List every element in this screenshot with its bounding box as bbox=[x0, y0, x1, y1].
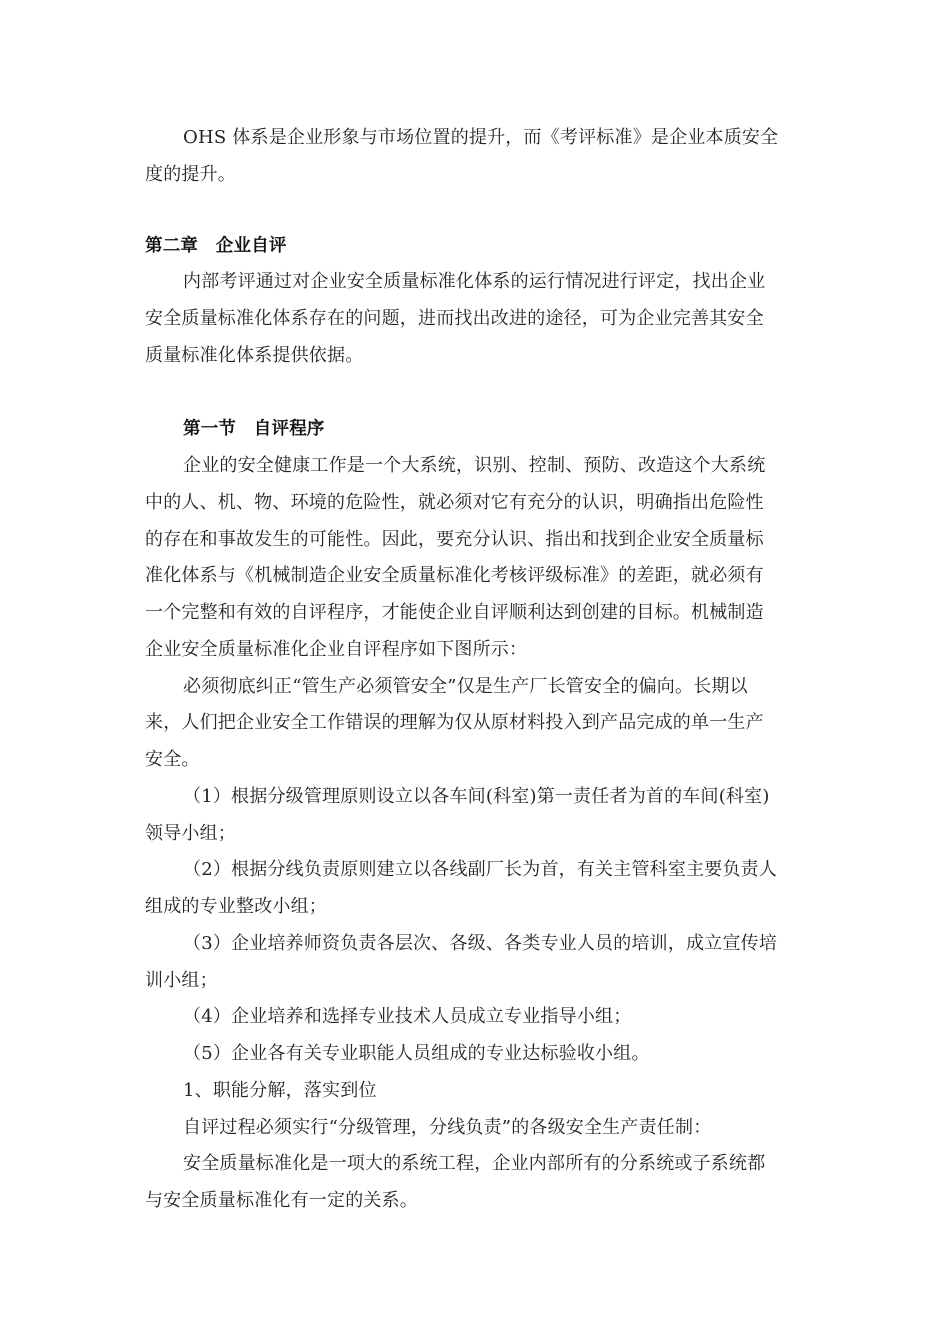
list-item-line: （4）企业培养和选择专业技术人员成立专业指导小组； bbox=[183, 1006, 632, 1027]
list-item-line: （1）根据分级管理原则设立以各车间(科室)第一责任者为首的车间(科室) bbox=[183, 786, 770, 807]
intro-line-2: 度的提升。 bbox=[145, 164, 236, 185]
chapter-title: 第二章 企业自评 bbox=[145, 236, 287, 256]
intro-line-1: OHS 体系是企业形象与市场位置的提升，而《考评标准》是企业本质安全 bbox=[183, 127, 779, 148]
list-item-line: 组成的专业整改小组； bbox=[145, 896, 327, 917]
section-para-line: 准化体系与《机械制造企业安全质量标准化考核评级标准》的差距，就必须有 bbox=[145, 565, 764, 586]
section-para-line: 企业安全质量标准化企业自评程序如下图所示： bbox=[145, 639, 528, 660]
section-para-line: 必须彻底纠正“管生产必须管安全”仅是生产厂长管安全的偏向。长期以 bbox=[183, 676, 748, 697]
section-para-line: 一个完整和有效的自评程序，才能使企业自评顺利达到创建的目标。机械制造 bbox=[145, 602, 764, 623]
section-title: 第一节 自评程序 bbox=[183, 419, 325, 439]
point-title: 1、职能分解，落实到位 bbox=[183, 1080, 377, 1101]
list-item-line: 训小组； bbox=[145, 970, 218, 991]
list-item-line: （3）企业培养师资负责各层次、各级、各类专业人员的培训，成立宣传培 bbox=[183, 933, 778, 954]
list-item-line: 领导小组； bbox=[145, 823, 236, 844]
list-item-line: （5）企业各有关专业职能人员组成的专业达标验收小组。 bbox=[183, 1043, 650, 1064]
section-para-line: 安全。 bbox=[145, 749, 200, 770]
chapter-para-line: 质量标准化体系提供依据。 bbox=[145, 345, 364, 366]
list-item-line: （2）根据分线负责原则建立以各线副厂长为首，有关主管科室主要负责人 bbox=[183, 859, 778, 880]
chapter-para-line: 内部考评通过对企业安全质量标准化体系的运行情况进行评定，找出企业 bbox=[183, 271, 766, 292]
point-text: 自评过程必须实行“分级管理，分线负责”的各级安全生产责任制： bbox=[183, 1117, 712, 1138]
section-para-line: 来，人们把企业安全工作错误的理解为仅从原材料投入到产品完成的单一生产 bbox=[145, 712, 764, 733]
section-para-line: 中的人、机、物、环境的危险性，就必须对它有充分的认识，明确指出危险性 bbox=[145, 492, 764, 513]
section-para-line: 与安全质量标准化有一定的关系。 bbox=[145, 1190, 418, 1211]
section-para-line: 安全质量标准化是一项大的系统工程，企业内部所有的分系统或子系统都 bbox=[183, 1153, 766, 1174]
section-para-line: 企业的安全健康工作是一个大系统，识别、控制、预防、改造这个大系统 bbox=[183, 455, 766, 476]
chapter-para-line: 安全质量标准化体系存在的问题，进而找出改进的途径，可为企业完善其安全 bbox=[145, 308, 764, 329]
section-para-line: 的存在和事故发生的可能性。因此，要充分认识、指出和找到企业安全质量标 bbox=[145, 529, 764, 550]
